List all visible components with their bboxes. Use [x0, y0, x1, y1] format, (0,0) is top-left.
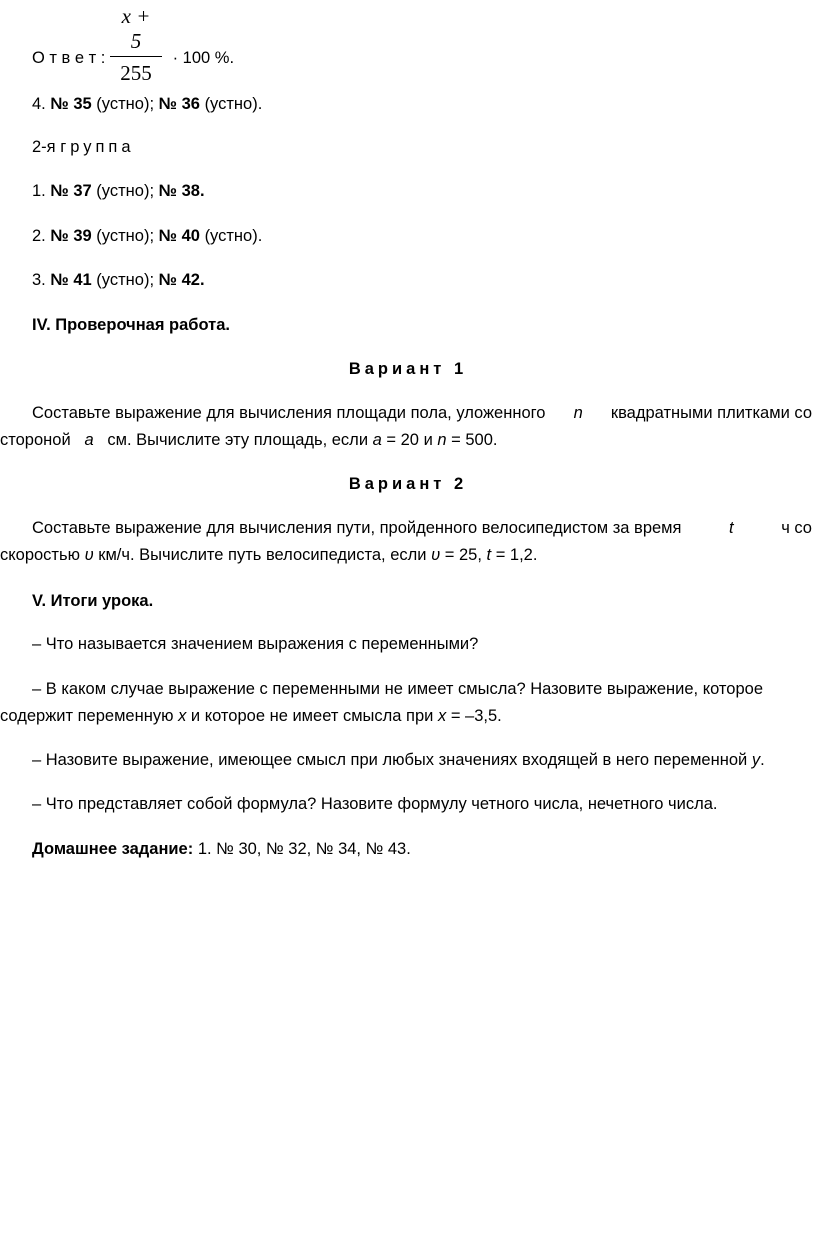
variable: n: [573, 404, 583, 422]
variant-1-title-text: Вариант 1: [348, 360, 468, 378]
variable: n: [437, 431, 447, 449]
exercise-note: (устно).: [204, 227, 263, 245]
homework: [32, 839, 411, 859]
question-2: [0, 679, 816, 726]
variable: t: [729, 519, 734, 537]
exercise-ref: № 35: [50, 95, 92, 113]
exercise-ref: № 39: [50, 227, 92, 245]
section-4-heading: [32, 315, 230, 335]
text-part: = 25,: [444, 546, 482, 564]
variable: x: [437, 707, 447, 725]
answer-label: О т в е т :: [32, 49, 106, 67]
exercise-ref: № 40: [158, 227, 200, 245]
section-5-heading: [32, 591, 153, 611]
text-part: – Назовите выражение, имеющее смысл при любых значениях входящей в него переменной: [32, 751, 748, 769]
answer-multiplier: · 100 %.: [172, 49, 235, 67]
text-part: см. Вычислите эту площадь, если: [107, 431, 369, 449]
text-part: .: [760, 751, 765, 769]
task-item-g2-3: [32, 270, 205, 290]
text-part: км/ч. Вычислите путь велосипедиста, если: [98, 546, 427, 564]
exercise-ref: № 41: [50, 271, 92, 289]
text-part: = 20 и: [386, 431, 433, 449]
text-part: Составьте выражение для вычисления площади пола, уложенного: [32, 404, 546, 422]
text-part: квадратными плитками со: [610, 404, 812, 422]
variant-2-text: [0, 518, 816, 565]
text-part: = 1,2.: [495, 546, 538, 564]
answer-line: [32, 48, 234, 68]
task-item-g2-1: [32, 181, 205, 201]
question-1: – Что называется значением выражения с переменными?: [32, 635, 479, 653]
variant-1-title: [0, 359, 816, 379]
variable: a: [372, 431, 382, 449]
section-5-text: V. Итоги урока.: [32, 592, 154, 610]
exercise-note: (устно).: [204, 95, 263, 113]
text-part: = –3,5.: [450, 707, 502, 725]
task-item-4: [32, 94, 262, 114]
variable: x: [178, 707, 187, 725]
exercise-ref: № 37: [50, 182, 92, 200]
fraction-numerator: x + 5: [110, 4, 162, 57]
section-4-text: IV. Проверочная работа.: [32, 316, 230, 334]
item-number: 1.: [32, 182, 46, 200]
variable: y: [751, 751, 761, 769]
item-number: 3.: [32, 271, 46, 289]
exercise-note: (устно);: [96, 271, 155, 289]
text-part: Составьте выражение для вычисления пути, пройденного велосипедистом за время: [32, 519, 682, 537]
variant-2-title-text: Вариант 2: [348, 475, 468, 493]
item-number: 2.: [32, 227, 46, 245]
variable: υ: [431, 546, 441, 564]
text-part: скоростью: [0, 546, 80, 564]
question-4: – Что представляет собой формула? Назовите формулу четного числа, нечетного числа.: [32, 795, 718, 813]
homework-text: 1. № 30, № 32, № 34, № 43.: [197, 840, 411, 858]
exercise-ref: № 36: [158, 95, 200, 113]
text-part: = 500.: [451, 431, 498, 449]
text-part: стороной: [0, 431, 71, 449]
text-part: ч со: [781, 519, 812, 537]
text-part: содержит переменную: [0, 707, 174, 725]
exercise-note: (устно);: [96, 95, 155, 113]
variable: t: [486, 546, 492, 564]
exercise-note: (устно);: [96, 182, 155, 200]
text-part: – В каком случае выражение с переменными не имеет смысла? Назовите выражение, которое: [32, 680, 763, 698]
variant-1-text: [0, 403, 816, 450]
exercise-ref: № 42.: [158, 271, 205, 289]
variable: υ: [84, 546, 94, 564]
homework-label: Домашнее задание:: [32, 840, 194, 858]
question-3: [32, 750, 765, 770]
exercise-note: (устно);: [96, 227, 155, 245]
text-part: и которое не имеет смысла при: [190, 707, 434, 725]
variant-2-title: [0, 474, 816, 494]
exercise-ref: № 38.: [158, 182, 205, 200]
task-item-g2-2: [32, 226, 262, 246]
answer-fraction: [110, 4, 162, 86]
group2-title: 2-я группа: [32, 138, 135, 156]
fraction-denominator: 255: [120, 61, 152, 85]
item-number: 4.: [32, 95, 46, 113]
variable: a: [84, 431, 94, 449]
